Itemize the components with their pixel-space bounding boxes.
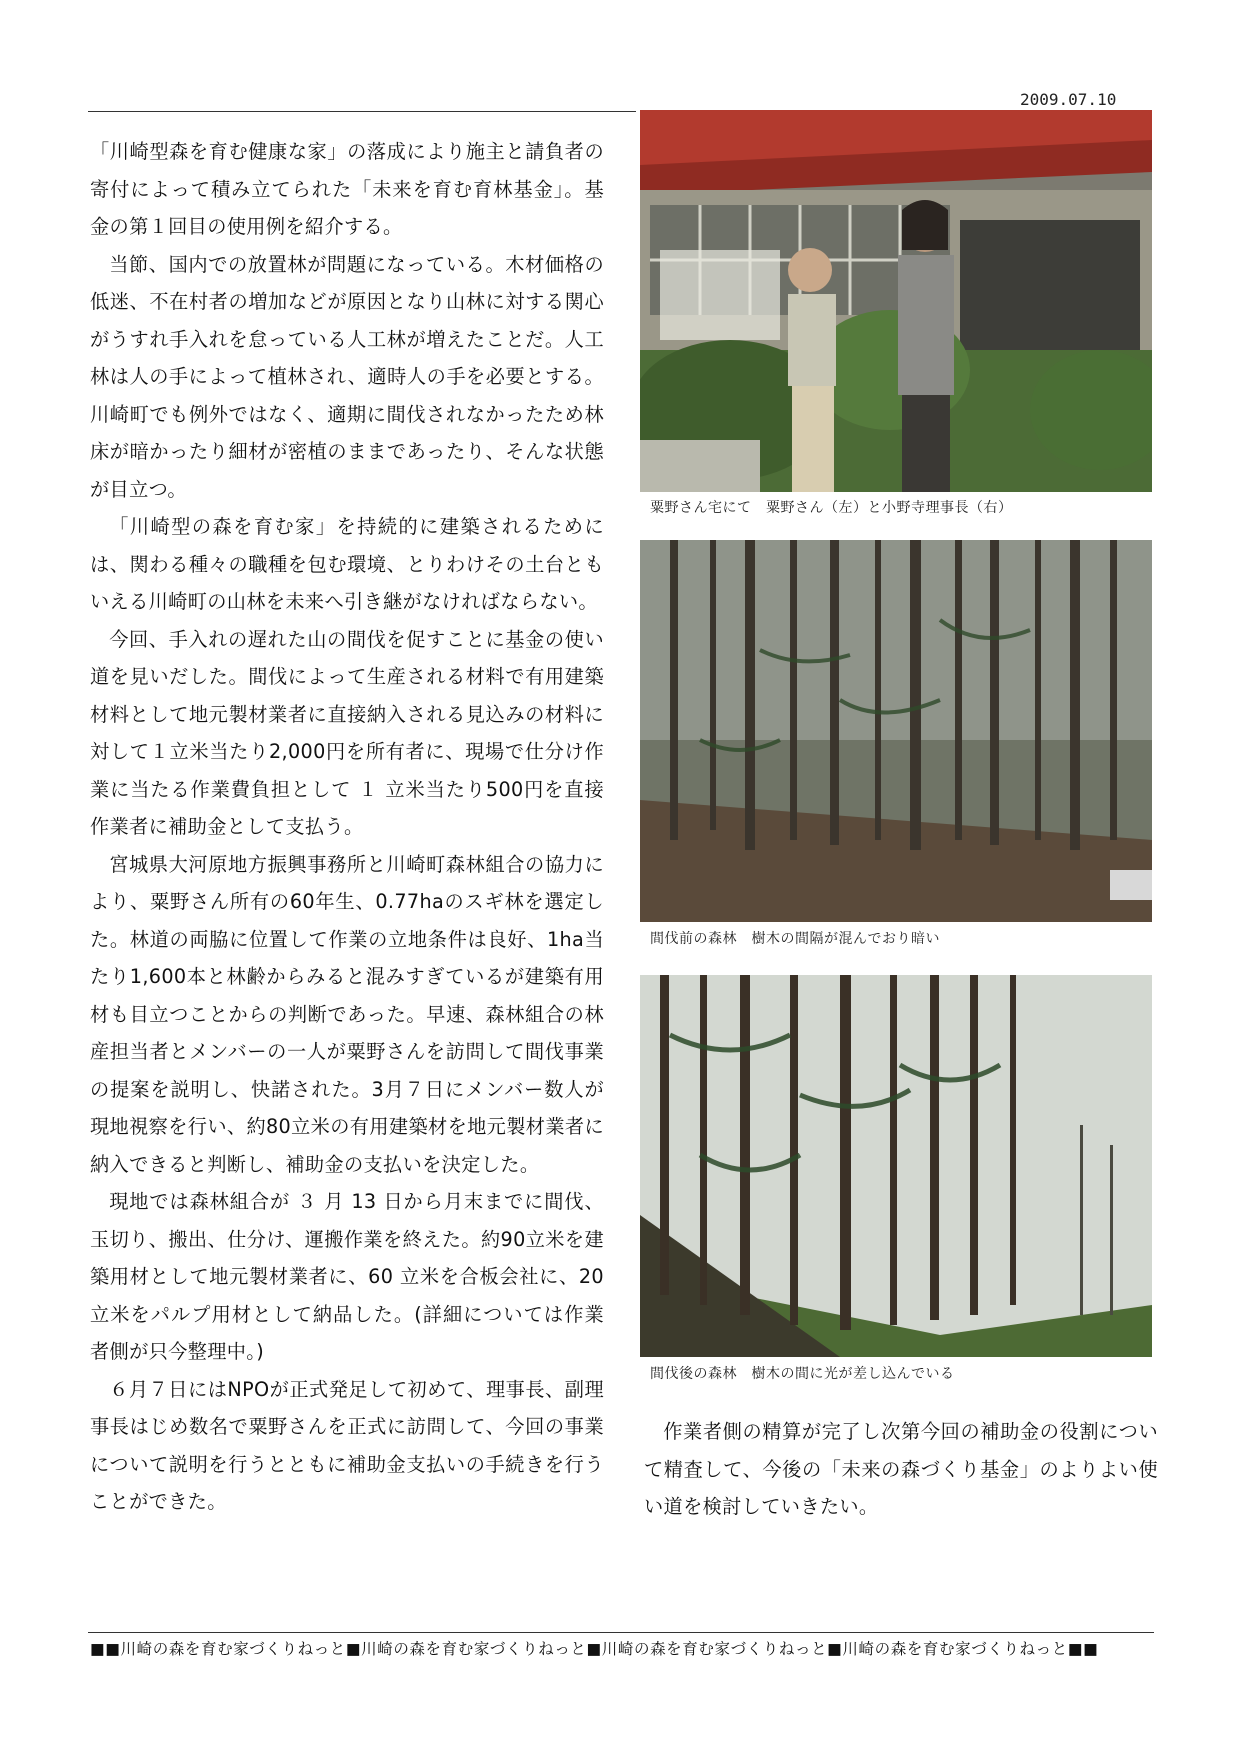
paragraph: 当節、国内での放置林が問題になっている。木材価格の低迷、不在村者の増加などが原因となり山林に対する関心がうすれ手入れを怠っている人工林が増えたことだ。人工林は人の手によって植林され、適時人の手を必要とする。川崎町でも例外ではなく、適期に間伐されなかったため林床が暗かったり細材が密植のままであったり、そんな状態が目立つ。 bbox=[90, 252, 604, 501]
issue-date: 2009.07.10 bbox=[1020, 90, 1117, 109]
photo-caption: 間伐前の森林 樹木の間隔が混んでおり暗い bbox=[650, 931, 940, 947]
paragraph: 現地では森林組合が ３ 月 13 日から月末までに間伐、玉切り、搬出、仕分け、運搬作業を終えた。約90立米を建築用材として地元製材業者に、60 立米を合板会社に、20立米をパルプ用材として納品した。(詳細については作業者側が只今整理中。) bbox=[90, 1190, 604, 1363]
photo-house-visit bbox=[640, 110, 1152, 492]
article-left-column bbox=[90, 133, 604, 1521]
header-rule bbox=[88, 111, 636, 112]
paragraph: 今回、手入れの遅れた山の間伐を促すことに基金の使い道を見いだした。間伐によって生産される材料で有用建築材料として地元製材業者に直接納入される見込みの材料に対して１立米当たり2,000円を所有者に、現場で仕分け作業に当たる作業費負担として １ 立米当たり500円を直接作業者に補助金として支払う。 bbox=[90, 627, 604, 838]
article-right-column: 作業者側の精算が完了し次第今回の補助金の役割について精査して、今後の「未来の森づくり基金」のよりよい使い道を検討していきたい。 bbox=[644, 1420, 1158, 1518]
photo-forest-after bbox=[640, 975, 1152, 1357]
photo-caption: 間伐後の森林 樹木の間に光が差し込んでいる bbox=[650, 1366, 955, 1382]
photo-caption: 粟野さん宅にて 粟野さん（左）と小野寺理事長（右） bbox=[650, 500, 1013, 516]
paragraph: 宮城県大河原地方振興事務所と川崎町森林組合の協力により、粟野さん所有の60年生、0.77haのスギ林を選定した。林道の両脇に位置して作業の立地条件は良好、1ha当たり1,600本と林齢からみると混みすぎているが建築有用材も目立つことからの判断であった。早速、森林組合の林産担当者とメンバーの一人が粟野さんを訪問して間伐事業の提案を説明し、快諾された。3月７日にメンバー数人が現地視察を行い、約80立米の有用建築材を地元製材業者に納入できると判断し、補助金の支払いを決定した。 bbox=[90, 852, 604, 1176]
paragraph: 「川崎型の森を育む家」を持続的に建築されるためには、関わる種々の職種を包む環境、とりわけその土台ともいえる川崎町の山林を未来へ引き継がなければならない。 bbox=[90, 515, 604, 613]
paragraph: 「川崎型森を育む健康な家」の落成により施主と請負者の寄付によって積み立てられた「未来を育む育林基金」。基金の第１回目の使用例を紹介する。 bbox=[90, 140, 604, 238]
photo-forest-before bbox=[640, 540, 1152, 922]
paragraph: ６月７日にはNPOが正式発足して初めて、理事長、副理事長はじめ数名で粟野さんを正式に訪問して、今回の事業について説明を行うとともに補助金支払いの手続きを行うことができた。 bbox=[90, 1377, 604, 1513]
footer-rule bbox=[88, 1632, 1154, 1633]
footer-banner: ■■川崎の森を育む家づくりねっと■川崎の森を育む家づくりねっと■川崎の森を育む家づくりねっと■川崎の森を育む家づくりねっと■■ bbox=[90, 1640, 1099, 1658]
